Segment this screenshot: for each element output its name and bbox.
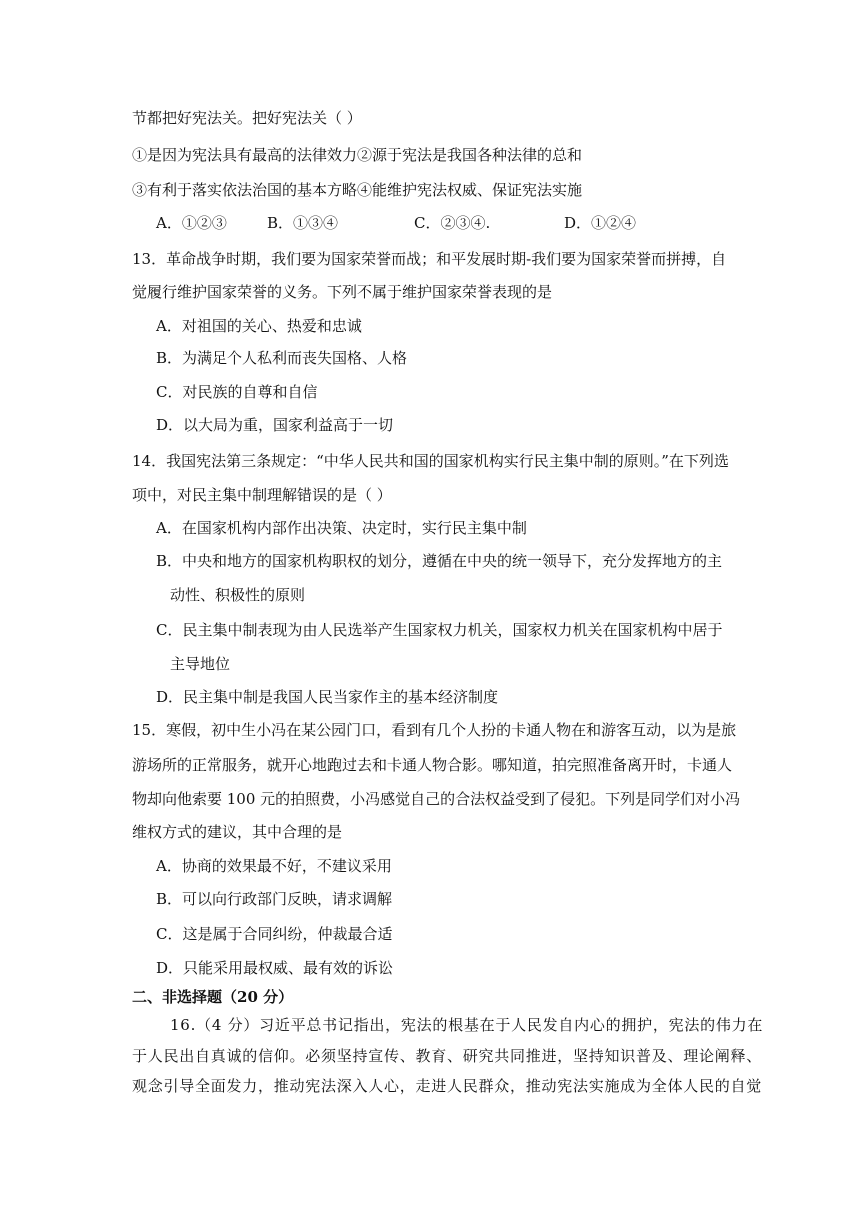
q15-option-d: D．只能采用最权威、最有效的诉讼: [156, 959, 394, 977]
q13-option-b: B．为满足个人私利而丧失国格、人格: [156, 349, 408, 367]
q12-line-1: 节都把好宪法关。把好宪法关（ ）: [132, 109, 362, 127]
q16-line-3: 观念引导全面发力，推动宪法深入人心，走进人民群众，推动宪法实施成为全体人民的自觉: [132, 1077, 763, 1095]
q12-option-d: D．①②④: [564, 214, 637, 232]
q14-option-b-line-2: 动性、积极性的原则: [170, 586, 306, 604]
q12-option-b: B．①③④: [267, 214, 339, 232]
q14-option-d: D．民主集中制是我国人民当家作主的基本经济制度: [156, 688, 499, 706]
q15-option-c: C．这是属于合同纠纷，仲裁最合适: [156, 925, 393, 943]
q14-line-2: 项中，对民主集中制理解错误的是（ ）: [132, 486, 392, 504]
q15-line-1: 15．寒假，初中生小冯在某公园门口，看到有几个人扮的卡通人物在和游客互动，以为是旅: [132, 721, 737, 739]
q15-line-2: 游场所的正常服务，就开心地跑过去和卡通人物合影。哪知道，拍完照准备离开时，卡通人: [132, 756, 733, 774]
q16-line-2: 于人民出自真诚的信仰。必须坚持宣传、教育、研究共同推进，坚持知识普及、理论阐释、: [132, 1047, 763, 1065]
q13-line-1: 13．革命战争时期，我们要为国家荣誉而战；和平发展时期-我们要为国家荣誉而拼搏，自: [132, 250, 727, 268]
q15-line-3: 物却向他索要 100 元的拍照费，小冯感觉自己的合法权益受到了侵犯。下列是同学们对小冯: [132, 790, 741, 808]
q12-options: [156, 213, 636, 233]
q15-line-4: 维权方式的建议，其中合理的是: [132, 823, 343, 841]
q12-option-c: C．②③④.: [414, 214, 491, 232]
section-2-title: 二、非选择题（20 分）: [132, 988, 294, 1006]
q14-line-1: 14．我国宪法第三条规定：“中华人民共和国的国家机构实行民主集中制的原则。”在下列选: [132, 452, 729, 470]
q15-option-b: B．可以向行政部门反映，请求调解: [156, 890, 393, 908]
q16-line-1: 16.（4 分）习近平总书记指出，宪法的根基在于人民发自内心的拥护，宪法的伟力在: [170, 1016, 764, 1034]
q14-option-a: A．在国家机构内部作出决策、决定时，实行民主集中制: [156, 519, 527, 537]
q15-option-a: A．协商的效果最不好，不建议采用: [156, 857, 392, 875]
q14-option-c-line-2: 主导地位: [170, 655, 231, 673]
q13-line-2: 觉履行维护国家荣誉的义务。下列不属于维护国家荣誉表现的是: [132, 283, 553, 301]
q13-option-a: A．对祖国的关心、热爱和忠诚: [156, 317, 362, 335]
q12-line-2: ①是因为宪法具有最高的法律效力②源于宪法是我国各种法律的总和: [132, 146, 583, 164]
q12-line-3: ③有利于落实依法治国的基本方略④能维护宪法权威、保证宪法实施: [132, 181, 583, 199]
q12-option-a: A．①②③: [156, 214, 227, 232]
q14-option-b-line-1: B．中央和地方的国家机构职权的划分，遵循在中央的统一领导下，充分发挥地方的主: [156, 552, 723, 570]
q14-option-c-line-1: C．民主集中制表现为由人民选举产生国家权力机关，国家权力机关在国家机构中居于: [156, 621, 723, 639]
q13-option-d: D．以大局为重，国家利益高于一切: [156, 416, 394, 434]
q13-option-c: C．对民族的自尊和自信: [156, 383, 318, 401]
